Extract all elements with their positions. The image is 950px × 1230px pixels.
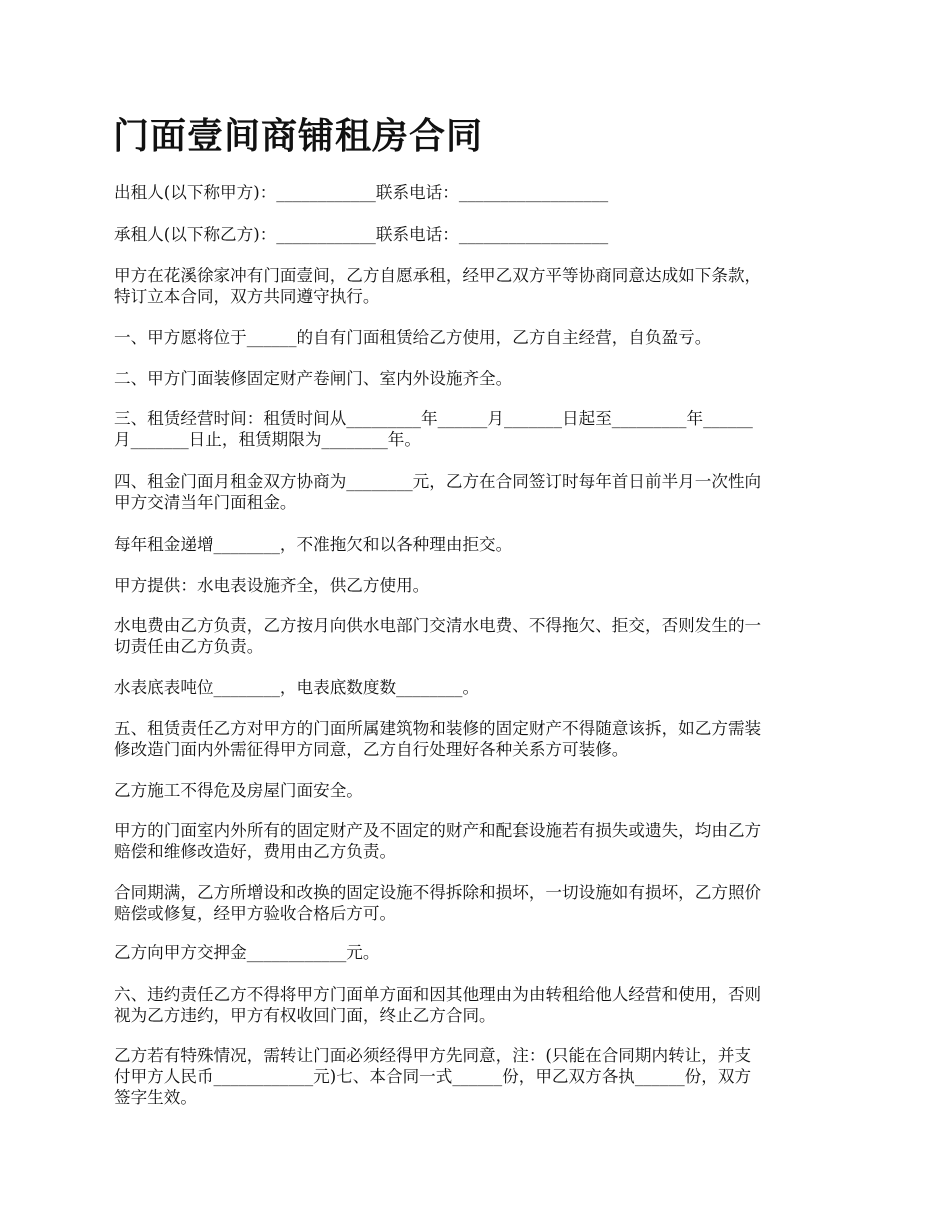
- clause-4: 四、租金门面月租金双方协商为________元，乙方在合同签订时每年首日前半月一次性向 甲方交清当年门面租金。: [114, 472, 762, 512]
- utilities-provided-paragraph: 甲方提供：水电表设施齐全，供乙方使用。: [114, 576, 430, 595]
- rent-increase-paragraph: 每年租金递增________，不准拖欠和以各种理由拒交。: [114, 535, 513, 554]
- lessor-line: 出租人(以下称甲方)：____________联系电话：__________________: [114, 183, 609, 202]
- lessee-line: 承租人(以下称乙方)：____________联系电话：__________________: [114, 225, 609, 244]
- construction-safety-paragraph: 乙方施工不得危及房屋门面安全。: [114, 781, 363, 800]
- clause-2: 二、甲方门面装修固定财产卷闸门、室内外设施齐全。: [114, 369, 513, 388]
- preamble-paragraph: 甲方在花溪徐家冲有门面壹间，乙方自愿承租，经甲乙双方平等协商同意达成如下条款， 特订立本合同，双方共同遵守执行。: [114, 266, 762, 306]
- property-loss-paragraph: 甲方的门面室内外所有的固定财产及不固定的财产和配套设施若有损失或遗失，均由乙方 赔偿和维修改造好，费用由乙方负责。: [114, 821, 762, 861]
- document-title: 门面壹间商铺租房合同: [113, 115, 484, 157]
- clause-3: 三、租赁经营时间：租赁时间从_________年______月_______日起至_________年______ 月_______日止，租赁期限为________年。: [114, 409, 753, 449]
- contract-expiry-paragraph: 合同期满，乙方所增设和改换的固定设施不得拆除和损坏，一切设施如有损坏，乙方照价 赔偿或修复，经甲方验收合格后方可。: [114, 883, 762, 923]
- transfer-paragraph: 乙方若有特殊情况，需转让门面必须经得甲方先同意，注：(只能在合同期内转让，并支 付甲方人民币____________元)七、本合同一式______份，甲乙双方各执______份，双方 签字生效。: [114, 1046, 752, 1107]
- meter-readings-paragraph: 水表底表吨位________，电表底数度数________。: [114, 678, 480, 697]
- clause-6: 六、违约责任乙方不得将甲方门面单方面和因其他理由为由转租给他人经营和使用，否则 视为乙方违约，甲方有权收回门面，终止乙方合同。: [114, 985, 762, 1025]
- clause-1: 一、甲方愿将位于______的自有门面租赁给乙方使用，乙方自主经营，自负盈亏。: [114, 328, 712, 347]
- deposit-paragraph: 乙方向甲方交押金____________元。: [114, 943, 380, 962]
- utility-fees-paragraph: 水电费由乙方负责，乙方按月向供水电部门交清水电费、不得拖欠、拒交，否则发生的一 切责任由乙方负责。: [114, 616, 762, 656]
- clause-5: 五、租赁责任乙方对甲方的门面所属建筑物和装修的固定财产不得随意该拆，如乙方需装 修改造门面内外需征得甲方同意，乙方自行处理好各种关系方可装修。: [114, 719, 762, 759]
